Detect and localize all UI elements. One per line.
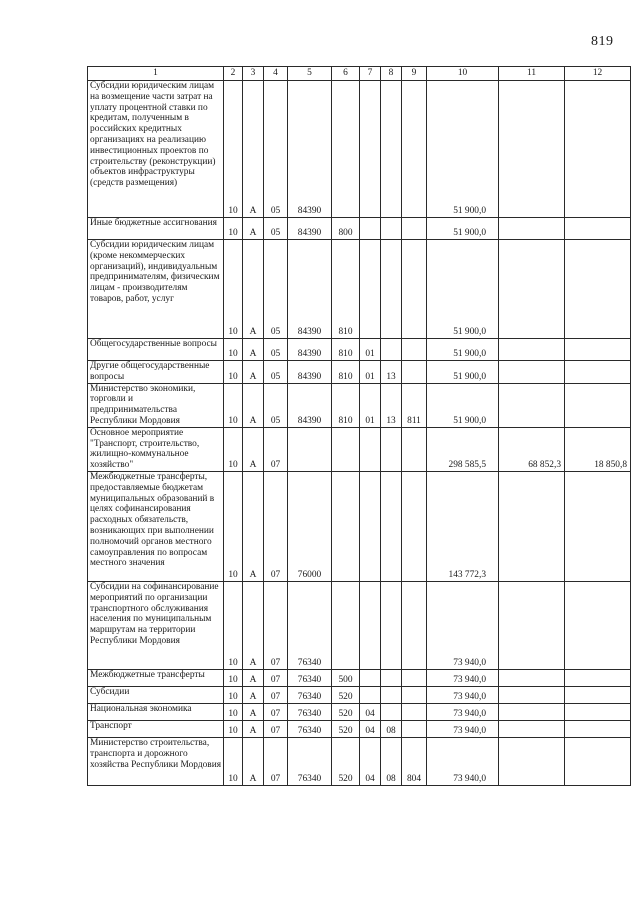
cell-col-4: 05 xyxy=(264,361,288,384)
cell-col-5: 76340 xyxy=(288,703,332,720)
column-header: 1 xyxy=(88,67,224,81)
cell-col-5: 76340 xyxy=(288,737,332,785)
cell-col-3: А xyxy=(243,720,264,737)
cell-col-4: 07 xyxy=(264,471,288,581)
cell-col-3: А xyxy=(243,581,264,669)
cell-col-11 xyxy=(499,240,565,339)
cell-col-4: 05 xyxy=(264,339,288,361)
cell-col-4: 07 xyxy=(264,703,288,720)
cell-col-7: 01 xyxy=(360,383,381,427)
cell-col-8: 13 xyxy=(381,383,402,427)
cell-col-6: 810 xyxy=(332,383,360,427)
cell-col-8: 08 xyxy=(381,737,402,785)
column-header: 2 xyxy=(224,67,243,81)
cell-col-8: 13 xyxy=(381,361,402,384)
cell-col-2: 10 xyxy=(224,218,243,240)
cell-col-4: 07 xyxy=(264,686,288,703)
cell-col-2: 10 xyxy=(224,240,243,339)
table-row xyxy=(88,669,631,686)
cell-col-3: А xyxy=(243,383,264,427)
cell-col-10: 143 772,3 xyxy=(427,471,499,581)
cell-col-6: 810 xyxy=(332,240,360,339)
cell-col-7 xyxy=(360,581,381,669)
column-header: 6 xyxy=(332,67,360,81)
cell-col-12 xyxy=(565,81,631,218)
cell-col-10: 73 940,0 xyxy=(427,669,499,686)
cell-col-8 xyxy=(381,240,402,339)
cell-col-10: 51 900,0 xyxy=(427,240,499,339)
cell-col-4: 05 xyxy=(264,218,288,240)
cell-col-10: 51 900,0 xyxy=(427,339,499,361)
cell-col-10: 73 940,0 xyxy=(427,703,499,720)
cell-col-2: 10 xyxy=(224,686,243,703)
column-header: 7 xyxy=(360,67,381,81)
cell-col-12 xyxy=(565,471,631,581)
cell-col-2: 10 xyxy=(224,81,243,218)
cell-col-11 xyxy=(499,471,565,581)
table-row xyxy=(88,581,631,669)
cell-col-9: 811 xyxy=(402,383,427,427)
cell-col-11 xyxy=(499,383,565,427)
cell-col-11 xyxy=(499,218,565,240)
table-row xyxy=(88,383,631,427)
cell-col-6: 520 xyxy=(332,703,360,720)
cell-col-11 xyxy=(499,720,565,737)
cell-col-3: А xyxy=(243,471,264,581)
column-header: 10 xyxy=(427,67,499,81)
header-row xyxy=(88,67,631,81)
cell-col-9 xyxy=(402,720,427,737)
cell-col-6: 520 xyxy=(332,686,360,703)
cell-col-7 xyxy=(360,81,381,218)
cell-col-5: 76000 xyxy=(288,471,332,581)
cell-col-7 xyxy=(360,669,381,686)
column-header: 4 xyxy=(264,67,288,81)
cell-col-12 xyxy=(565,383,631,427)
cell-col-7 xyxy=(360,471,381,581)
cell-col-2: 10 xyxy=(224,581,243,669)
cell-col-5 xyxy=(288,427,332,471)
cell-col-2: 10 xyxy=(224,471,243,581)
row-name: Субсидии xyxy=(88,686,224,703)
cell-col-4: 07 xyxy=(264,720,288,737)
cell-col-5: 84390 xyxy=(288,240,332,339)
column-header: 11 xyxy=(499,67,565,81)
cell-col-2: 10 xyxy=(224,361,243,384)
cell-col-12 xyxy=(565,686,631,703)
cell-col-10: 73 940,0 xyxy=(427,737,499,785)
column-header: 3 xyxy=(243,67,264,81)
table-row xyxy=(88,703,631,720)
cell-col-10: 51 900,0 xyxy=(427,81,499,218)
table-row xyxy=(88,218,631,240)
page-number: 819 xyxy=(591,34,614,49)
cell-col-8 xyxy=(381,218,402,240)
table-row xyxy=(88,240,631,339)
table-body xyxy=(88,81,631,786)
cell-col-2: 10 xyxy=(224,669,243,686)
row-name: Межбюджетные трансферты xyxy=(88,669,224,686)
cell-col-5: 84390 xyxy=(288,361,332,384)
cell-col-12 xyxy=(565,339,631,361)
cell-col-5: 84390 xyxy=(288,81,332,218)
cell-col-7 xyxy=(360,686,381,703)
cell-col-8 xyxy=(381,427,402,471)
cell-col-12 xyxy=(565,218,631,240)
table-row xyxy=(88,686,631,703)
cell-col-9 xyxy=(402,240,427,339)
cell-col-5: 84390 xyxy=(288,218,332,240)
cell-col-6: 500 xyxy=(332,669,360,686)
cell-col-10: 51 900,0 xyxy=(427,383,499,427)
cell-col-7: 04 xyxy=(360,737,381,785)
cell-col-12 xyxy=(565,361,631,384)
cell-col-3: А xyxy=(243,218,264,240)
cell-col-12 xyxy=(565,720,631,737)
cell-col-4: 07 xyxy=(264,737,288,785)
cell-col-11 xyxy=(499,669,565,686)
cell-col-3: А xyxy=(243,339,264,361)
cell-col-3: А xyxy=(243,427,264,471)
row-name: Общегосударственные вопросы xyxy=(88,339,224,361)
cell-col-4: 05 xyxy=(264,383,288,427)
column-header: 9 xyxy=(402,67,427,81)
cell-col-5: 84390 xyxy=(288,383,332,427)
cell-col-8: 08 xyxy=(381,720,402,737)
column-header: 12 xyxy=(565,67,631,81)
cell-col-8 xyxy=(381,81,402,218)
cell-col-11: 68 852,3 xyxy=(499,427,565,471)
cell-col-2: 10 xyxy=(224,427,243,471)
cell-col-11 xyxy=(499,339,565,361)
cell-col-8 xyxy=(381,686,402,703)
cell-col-12 xyxy=(565,240,631,339)
cell-col-2: 10 xyxy=(224,720,243,737)
cell-col-5: 76340 xyxy=(288,669,332,686)
cell-col-3: А xyxy=(243,669,264,686)
cell-col-8 xyxy=(381,339,402,361)
column-header: 8 xyxy=(381,67,402,81)
cell-col-2: 10 xyxy=(224,703,243,720)
cell-col-11 xyxy=(499,81,565,218)
cell-col-12 xyxy=(565,581,631,669)
cell-col-9 xyxy=(402,703,427,720)
cell-col-7: 04 xyxy=(360,703,381,720)
cell-col-7 xyxy=(360,240,381,339)
table-row xyxy=(88,339,631,361)
row-name: Субсидии юридическим лицам (кроме некоммерческих организаций), индивидуальным предпринимателям, физическим лицам - производителям товаров, работ, услуг xyxy=(88,240,224,339)
cell-col-10: 73 940,0 xyxy=(427,686,499,703)
cell-col-2: 10 xyxy=(224,339,243,361)
row-name: Иные бюджетные ассигнования xyxy=(88,218,224,240)
cell-col-5: 76340 xyxy=(288,581,332,669)
cell-col-10: 298 585,5 xyxy=(427,427,499,471)
row-name: Субсидии юридическим лицам на возмещение части затрат на уплату процентной ставки по кредитам, полученным в российских кредитных организациях на реализацию инвестиционных проектов по строительству (реконструкции) объектов инфраструктуры (средств размещения) xyxy=(88,81,224,218)
table-row xyxy=(88,737,631,785)
cell-col-7: 01 xyxy=(360,339,381,361)
cell-col-2: 10 xyxy=(224,383,243,427)
cell-col-10: 73 940,0 xyxy=(427,720,499,737)
row-name: Министерство экономики, торговли и предпринимательства Республики Мордовия xyxy=(88,383,224,427)
cell-col-9 xyxy=(402,669,427,686)
cell-col-6 xyxy=(332,581,360,669)
cell-col-11 xyxy=(499,686,565,703)
cell-col-6 xyxy=(332,427,360,471)
cell-col-9 xyxy=(402,339,427,361)
cell-col-12 xyxy=(565,737,631,785)
cell-col-6 xyxy=(332,81,360,218)
cell-col-7: 04 xyxy=(360,720,381,737)
row-name: Субсидии на софинансирование мероприятий по организации транспортного обслуживания населения по муниципальным маршрутам на территории Республики Мордовия xyxy=(88,581,224,669)
row-name: Межбюджетные трансферты, предоставляемые бюджетам муниципальных образований в целях софинансирования расходных обязательств, возникающих при выполнении полномочий органов местного самоуправления по вопросам местного значения xyxy=(88,471,224,581)
cell-col-3: А xyxy=(243,240,264,339)
cell-col-7 xyxy=(360,218,381,240)
row-name: Министерство строительства, транспорта и дорожного хозяйства Республики Мордовия xyxy=(88,737,224,785)
cell-col-7 xyxy=(360,427,381,471)
table-row xyxy=(88,471,631,581)
cell-col-9 xyxy=(402,471,427,581)
cell-col-11 xyxy=(499,581,565,669)
row-name: Другие общегосударственные вопросы xyxy=(88,361,224,384)
cell-col-4: 05 xyxy=(264,81,288,218)
cell-col-9 xyxy=(402,81,427,218)
cell-col-6: 810 xyxy=(332,361,360,384)
cell-col-11 xyxy=(499,737,565,785)
cell-col-11 xyxy=(499,703,565,720)
table-row xyxy=(88,81,631,218)
cell-col-6 xyxy=(332,471,360,581)
table-row xyxy=(88,361,631,384)
cell-col-5: 84390 xyxy=(288,339,332,361)
cell-col-6: 800 xyxy=(332,218,360,240)
cell-col-2: 10 xyxy=(224,737,243,785)
cell-col-10: 51 900,0 xyxy=(427,361,499,384)
cell-col-8 xyxy=(381,703,402,720)
row-name: Национальная экономика xyxy=(88,703,224,720)
cell-col-8 xyxy=(381,471,402,581)
cell-col-4: 07 xyxy=(264,669,288,686)
cell-col-12 xyxy=(565,703,631,720)
table-row xyxy=(88,427,631,471)
cell-col-9 xyxy=(402,218,427,240)
cell-col-3: А xyxy=(243,361,264,384)
cell-col-12 xyxy=(565,669,631,686)
budget-table xyxy=(87,66,631,786)
cell-col-6: 520 xyxy=(332,737,360,785)
cell-col-4: 07 xyxy=(264,427,288,471)
cell-col-9: 804 xyxy=(402,737,427,785)
cell-col-10: 73 940,0 xyxy=(427,581,499,669)
cell-col-3: А xyxy=(243,686,264,703)
cell-col-5: 76340 xyxy=(288,686,332,703)
cell-col-7: 01 xyxy=(360,361,381,384)
cell-col-3: А xyxy=(243,737,264,785)
cell-col-6: 520 xyxy=(332,720,360,737)
cell-col-5: 76340 xyxy=(288,720,332,737)
row-name: Транспорт xyxy=(88,720,224,737)
cell-col-9 xyxy=(402,581,427,669)
cell-col-9 xyxy=(402,361,427,384)
cell-col-3: А xyxy=(243,81,264,218)
cell-col-9 xyxy=(402,427,427,471)
cell-col-10: 51 900,0 xyxy=(427,218,499,240)
row-name: Основное мероприятие "Транспорт, строительство, жилищно-коммунальное хозяйство" xyxy=(88,427,224,471)
cell-col-4: 07 xyxy=(264,581,288,669)
cell-col-4: 05 xyxy=(264,240,288,339)
cell-col-11 xyxy=(499,361,565,384)
cell-col-9 xyxy=(402,686,427,703)
cell-col-8 xyxy=(381,581,402,669)
cell-col-3: А xyxy=(243,703,264,720)
cell-col-12: 18 850,8 xyxy=(565,427,631,471)
column-header: 5 xyxy=(288,67,332,81)
cell-col-6: 810 xyxy=(332,339,360,361)
cell-col-8 xyxy=(381,669,402,686)
table-row xyxy=(88,720,631,737)
